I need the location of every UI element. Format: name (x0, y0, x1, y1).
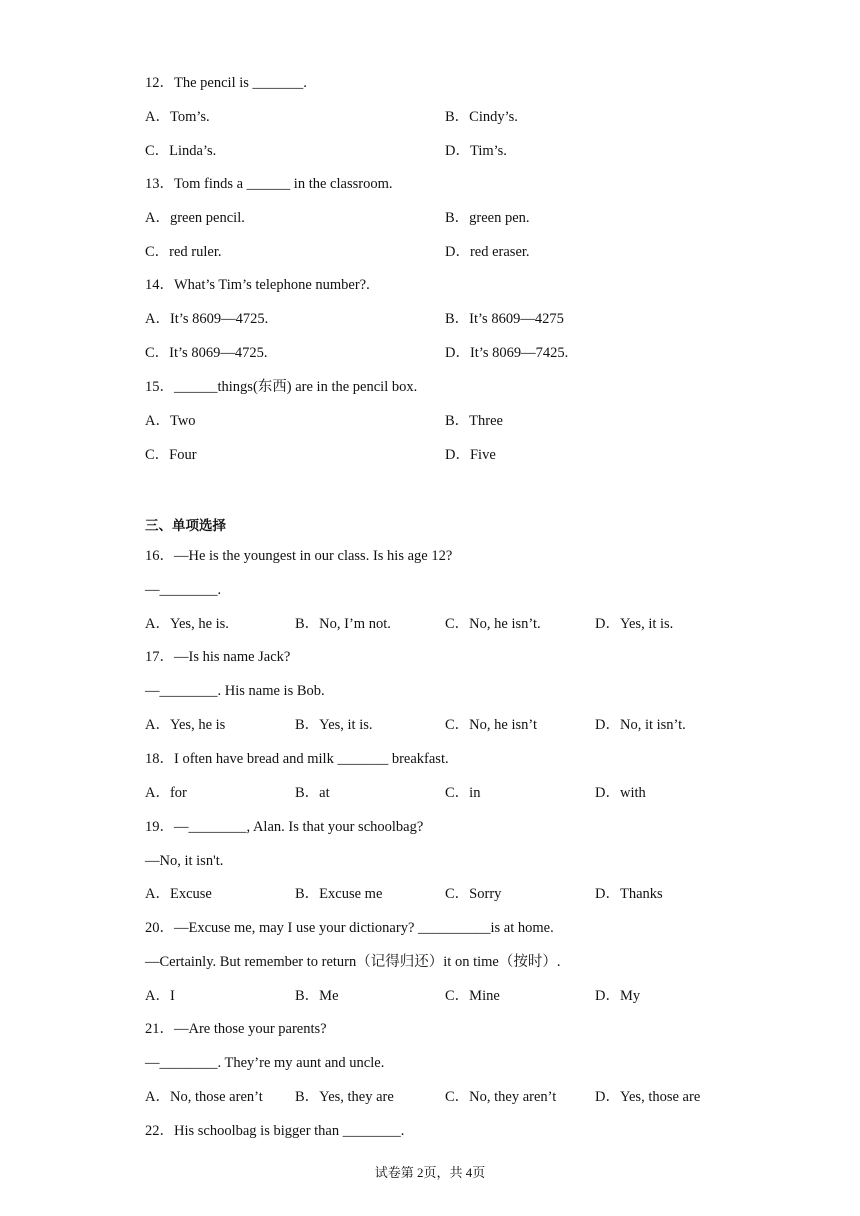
question-15-option-d[interactable]: D．Five (445, 447, 496, 463)
question-16-option-d[interactable]: D．Yes, it is. (595, 616, 674, 632)
question-19-reply: —No, it isn't. (145, 853, 224, 869)
question-20-option-d[interactable]: D．My (595, 988, 641, 1004)
question-20-reply: —Certainly. But remember to return（记得归还）it on time（按时）. (145, 954, 561, 970)
question-17-stem: 17．—Is his name Jack? (145, 649, 291, 665)
question-20-option-b[interactable]: B．Me (295, 988, 339, 1004)
question-13-options-row-2 (145, 243, 860, 261)
question-19-stem: 19．—________, Alan. Is that your schoolbag? (145, 819, 424, 835)
question-13-option-d[interactable]: D．red eraser. (445, 244, 530, 260)
question-19-option-d[interactable]: D．Thanks (595, 886, 663, 902)
question-18-option-c[interactable]: C．in (445, 785, 481, 801)
question-17-reply: —________. His name is Bob. (145, 683, 325, 699)
question-15-option-b[interactable]: B．Three (445, 413, 503, 429)
question-16-reply: —________. (145, 582, 222, 598)
question-17-option-b[interactable]: B．Yes, it is. (295, 717, 373, 733)
question-17-option-c[interactable]: C．No, he isn’t (445, 717, 537, 733)
question-19-option-c[interactable]: C．Sorry (445, 886, 502, 902)
question-13-stem: 13．Tom finds a ______ in the classroom. (145, 176, 393, 192)
question-18-stem: 18．I often have bread and milk _______ breakfast. (145, 751, 449, 767)
question-21-reply: —________. They’re my aunt and uncle. (145, 1055, 385, 1071)
question-20-option-a[interactable]: A．I (145, 988, 175, 1004)
question-21-option-a[interactable]: A．No, those aren’t (145, 1089, 263, 1105)
question-14-option-d[interactable]: D．It’s 8069—7425. (445, 345, 569, 361)
question-14-option-b[interactable]: B．It’s 8609—4275 (445, 311, 564, 327)
question-19-option-b[interactable]: B．Excuse me (295, 886, 383, 902)
question-15-option-a[interactable]: A．Two (145, 413, 196, 429)
question-16-option-a[interactable]: A．Yes, he is. (145, 616, 229, 632)
question-16-option-c[interactable]: C．No, he isn’t. (445, 616, 541, 632)
question-19-options (145, 885, 860, 903)
question-21-option-d[interactable]: D．Yes, those are (595, 1089, 701, 1105)
question-13-option-b[interactable]: B．green pen. (445, 210, 530, 226)
question-13-option-c[interactable]: C．red ruler. (145, 244, 222, 260)
question-13-option-a[interactable]: A．green pencil. (145, 210, 245, 226)
question-15-option-c[interactable]: C．Four (145, 447, 197, 463)
question-21-option-b[interactable]: B．Yes, they are (295, 1089, 394, 1105)
question-12-option-c[interactable]: C．Linda’s. (145, 143, 217, 159)
question-21-options (145, 1088, 860, 1106)
question-12-stem: 12．The pencil is _______. (145, 75, 307, 91)
question-20-option-c[interactable]: C．Mine (445, 988, 500, 1004)
question-20-options (145, 987, 860, 1005)
question-15-stem: 15．______things(东西) are in the pencil box. (145, 379, 418, 395)
question-15-options-row-1 (145, 412, 860, 430)
question-14-stem: 14．What’s Tim’s telephone number?. (145, 277, 370, 293)
question-21-option-c[interactable]: C．No, they aren’t (445, 1089, 557, 1105)
section-title: 三、单项选择 (145, 518, 226, 534)
question-18-option-a[interactable]: A．for (145, 785, 187, 801)
question-13-options-row-1 (145, 209, 860, 227)
question-18-option-d[interactable]: D．with (595, 785, 646, 801)
question-22-stem: 22．His schoolbag is bigger than ________. (145, 1123, 405, 1139)
question-19-option-a[interactable]: A．Excuse (145, 886, 212, 902)
question-16-option-b[interactable]: B．No, I’m not. (295, 616, 391, 632)
page-footer: 试卷第 2页，共 4页 (374, 1165, 486, 1180)
question-16-stem: 16．—He is the youngest in our class. Is his age 12? (145, 548, 453, 564)
question-18-option-b[interactable]: B．at (295, 785, 330, 801)
question-12-option-a[interactable]: A．Tom’s. (145, 109, 210, 125)
question-14-option-a[interactable]: A．It’s 8609—4725. (145, 311, 269, 327)
question-16-options (145, 615, 860, 633)
question-20-stem: 20．—Excuse me, may I use your dictionary? __________is at home. (145, 920, 554, 936)
question-18-options (145, 784, 860, 802)
question-12-options-row-1 (145, 108, 860, 126)
question-17-option-a[interactable]: A．Yes, he is (145, 717, 226, 733)
question-15-options-row-2 (145, 446, 860, 464)
question-14-options-row-1 (145, 310, 860, 328)
question-21-stem: 21．—Are those your parents? (145, 1021, 327, 1037)
question-12-option-b[interactable]: B．Cindy’s. (445, 109, 518, 125)
question-12-options-row-2 (145, 142, 860, 160)
question-17-option-d[interactable]: D．No, it isn’t. (595, 717, 686, 733)
question-14-options-row-2 (145, 344, 860, 362)
question-17-options (145, 716, 860, 734)
question-12-option-d[interactable]: D．Tim’s. (445, 143, 507, 159)
question-14-option-c[interactable]: C．It’s 8069—4725. (145, 345, 268, 361)
